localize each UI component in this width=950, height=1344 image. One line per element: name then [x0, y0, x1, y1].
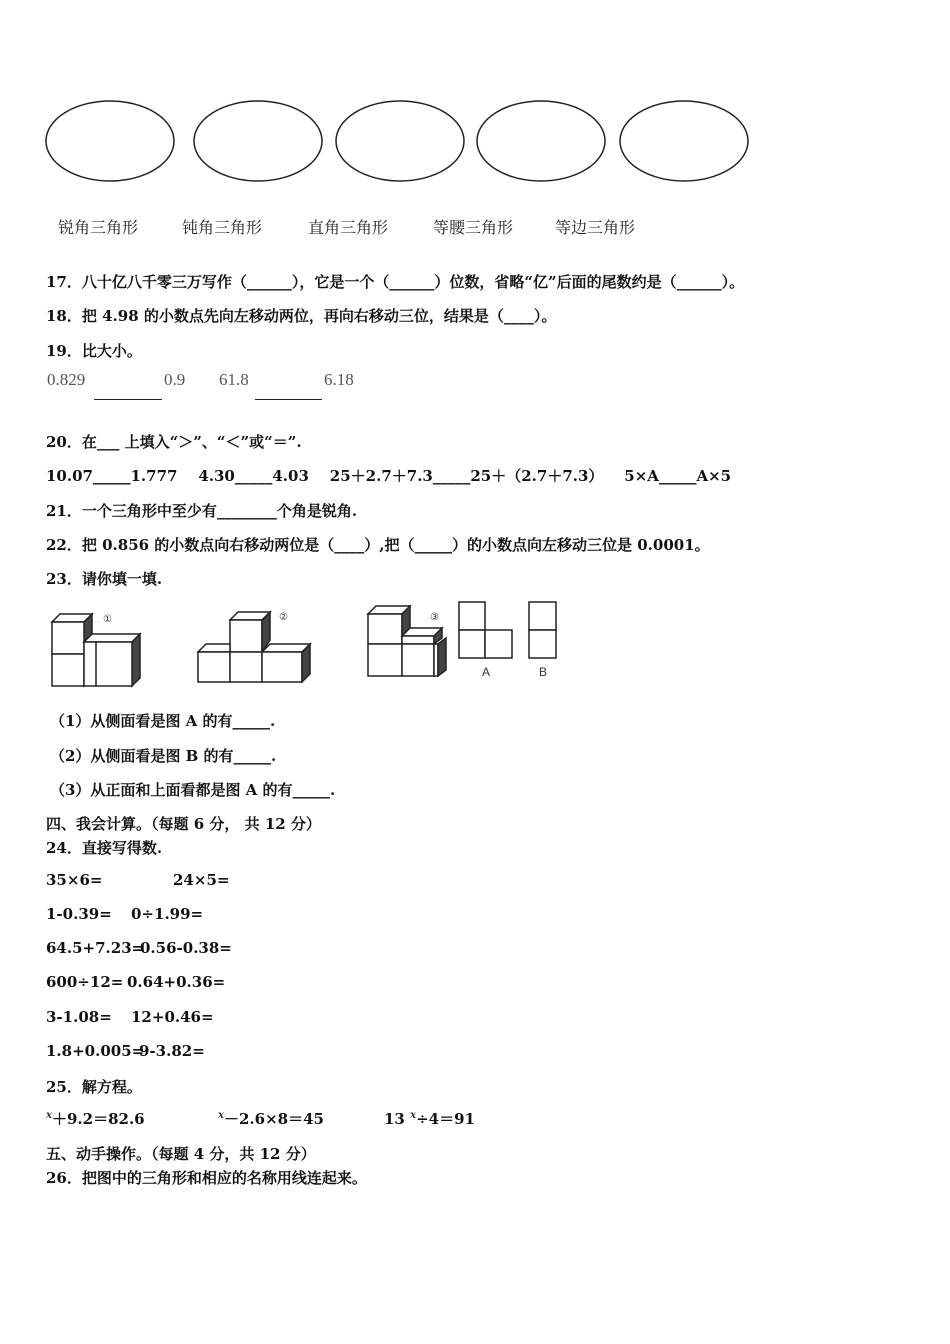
calc-6-1: 1.8+0.005= [46, 1042, 145, 1060]
label-right-triangle: 直角三角形 [308, 218, 389, 237]
view-a-label: A [482, 665, 491, 679]
calc-3-1: 64.5+7.23= [46, 939, 145, 957]
view-b-label: B [539, 665, 548, 679]
equation-2 [218, 1108, 324, 1129]
equation-3 [384, 1108, 475, 1129]
calc-4-2: 0.64+0.36= [127, 973, 226, 991]
equation-1-rest: ＋9.2＝82.6 [51, 1110, 145, 1128]
compare-b1: 61.8 [219, 370, 249, 389]
figure-1-label: ① [103, 614, 112, 625]
calc-2-1: 1-0.39= [46, 905, 112, 923]
cube-figure-2 [198, 612, 310, 682]
equation-3-var: x [410, 1110, 417, 1121]
compare-a2: 0.9 [164, 370, 186, 389]
question-21: 21．一个三角形中至少有________个角是锐角. [46, 502, 358, 520]
question-20-items: 10.07_____1.777 4.30_____4.03 25＋2.7＋7.3_____25＋（2.7＋7.3） 5×A_____A×5 [46, 467, 732, 485]
calc-5-2: 12+0.46= [131, 1008, 214, 1026]
calc-4-1: 600÷12= [46, 973, 124, 991]
ellipse-5 [620, 101, 748, 181]
calc-6-2: 9-3.82= [139, 1042, 205, 1060]
label-isosceles-triangle: 等腰三角形 [433, 218, 514, 237]
equation-2-var: x [218, 1110, 224, 1121]
calc-5-1: 3-1.08= [46, 1008, 112, 1026]
question-19: 19．比大小。 [46, 342, 142, 360]
cube-figures [44, 600, 564, 692]
compare-blank-1[interactable] [94, 399, 162, 400]
label-obtuse-triangle: 钝角三角形 [182, 218, 263, 237]
question-24: 24．直接写得数. [46, 839, 163, 857]
question-23-sub1: （1）从侧面看是图 A 的有_____. [50, 712, 276, 730]
section-5-heading: 五、动手操作。（每题 4 分，共 12 分） [46, 1145, 316, 1163]
question-23: 23．请你填一填. [46, 570, 163, 588]
calc-2-2: 0÷1.99= [131, 905, 204, 923]
ellipse-4 [477, 101, 605, 181]
view-a-shape [459, 602, 512, 658]
ellipse-2 [194, 101, 322, 181]
question-22: 22．把 0.856 的小数点向右移动两位是（____）,把（_____）的小数点向左移动三位是 0.0001。 [46, 536, 710, 554]
equation-1-var: x [46, 1110, 52, 1121]
view-b-shape [529, 602, 556, 658]
equation-1 [46, 1108, 145, 1129]
equation-3-coef: 13 [384, 1110, 405, 1128]
compare-blank-2[interactable] [255, 399, 322, 400]
label-acute-triangle: 锐角三角形 [58, 218, 139, 237]
calc-1-2: 24×5= [173, 871, 230, 889]
question-25: 25．解方程。 [46, 1078, 142, 1096]
equation-3-rest: ÷4＝91 [416, 1110, 475, 1128]
triangle-ellipses [44, 98, 764, 184]
cube-figure-1 [52, 614, 140, 686]
equation-2-rest: －2.6×8＝45 [223, 1110, 324, 1128]
question-17: 17．八十亿八千零三万写作（______），它是一个（______）位数，省略“亿”后面的尾数约是（______）。 [46, 273, 745, 291]
compare-a1: 0.829 [47, 370, 86, 389]
compare-b2: 6.18 [324, 370, 354, 389]
figure-3-label: ③ [430, 612, 439, 623]
section-4-heading: 四、我会计算。（每题 6 分， 共 12 分） [46, 815, 321, 833]
question-23-sub3: （3）从正面和上面看都是图 A 的有_____. [50, 781, 336, 799]
ellipse-3 [336, 101, 464, 181]
question-20: 20．在___ 上填入“＞”、“＜”或“＝”. [46, 433, 302, 451]
question-18: 18．把 4.98 的小数点先向左移动两位，再向右移动三位，结果是（____）。 [46, 307, 557, 325]
ellipse-1 [46, 101, 174, 181]
calc-3-2: 0.56-0.38= [140, 939, 232, 957]
figure-2-label: ② [279, 612, 288, 623]
question-23-sub2: （2）从侧面看是图 B 的有_____. [50, 747, 277, 765]
calc-1-1: 35×6= [46, 871, 103, 889]
label-equilateral-triangle: 等边三角形 [555, 218, 636, 237]
question-26: 26．把图中的三角形和相应的名称用线连起来。 [46, 1169, 367, 1187]
